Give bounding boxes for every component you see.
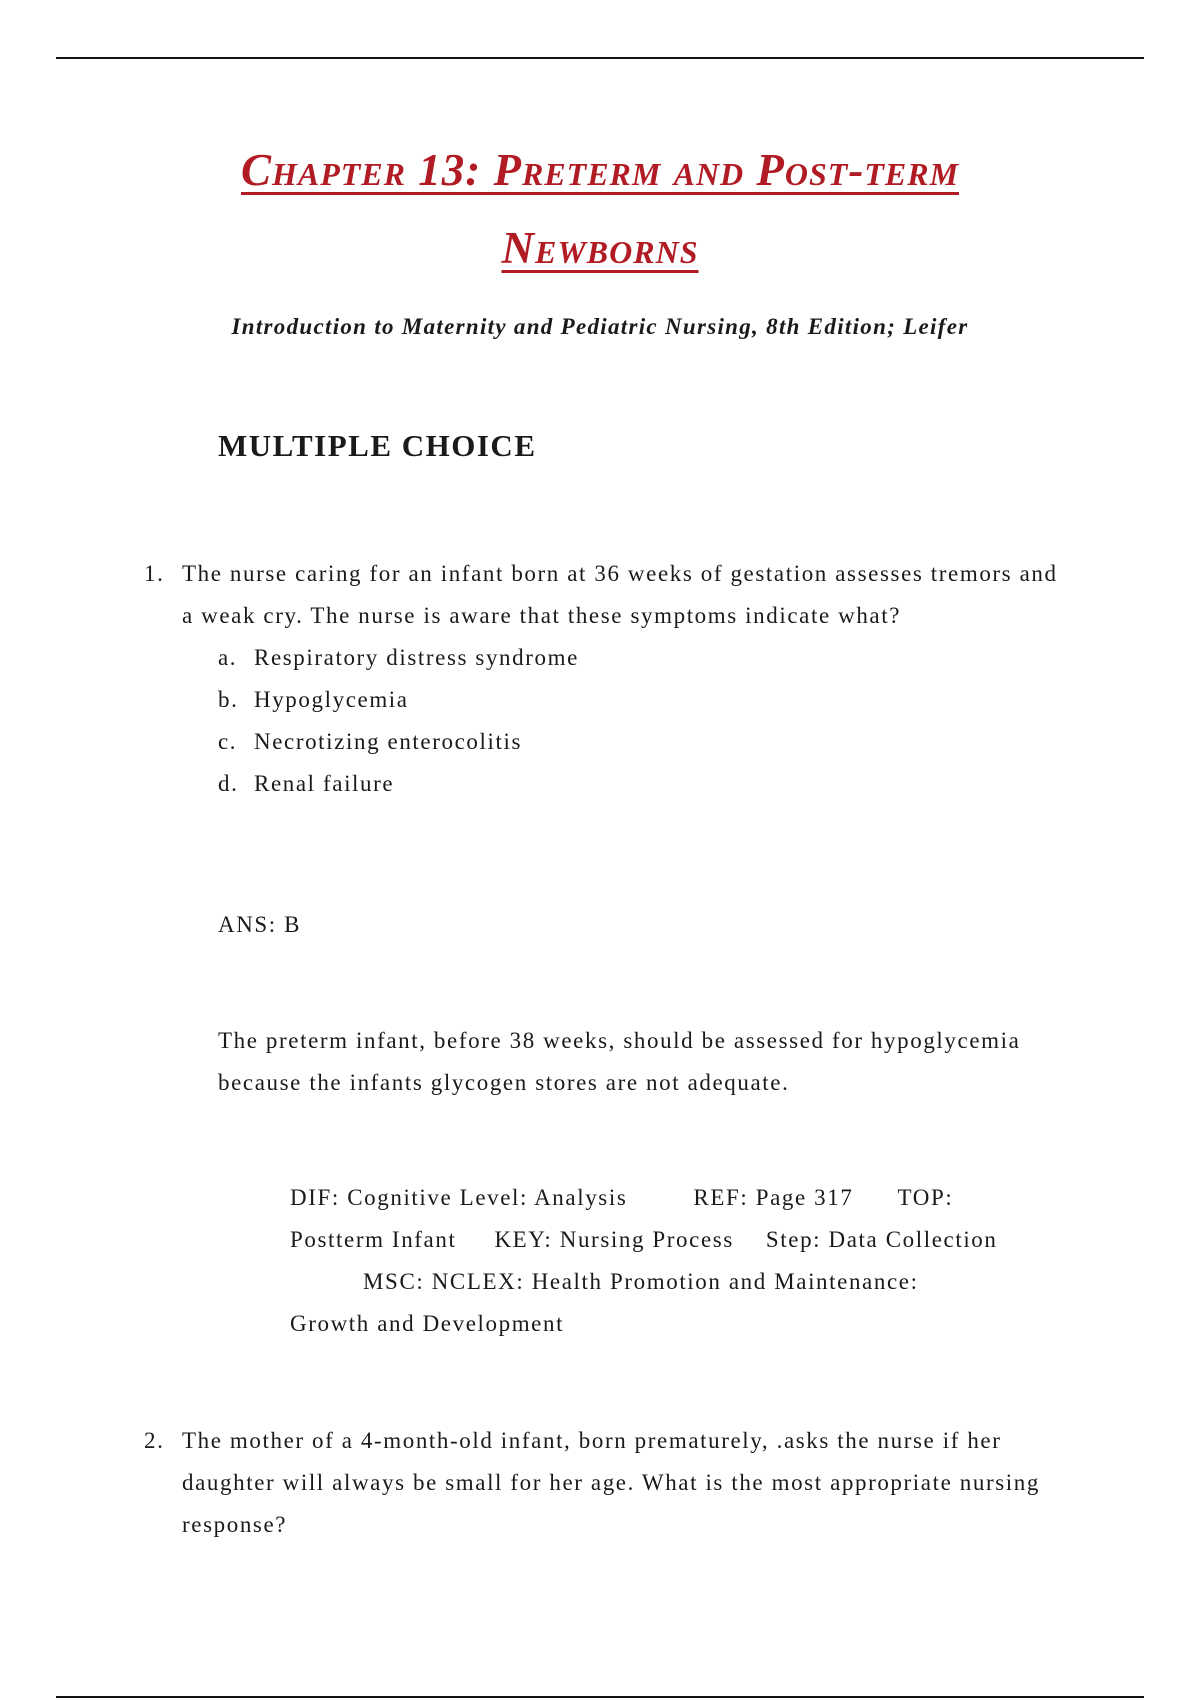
metadata-line-2 [290,1219,1090,1261]
option-text: Hypoglycemia [254,687,409,712]
option-letter: a. [218,645,238,670]
question-stem: The nurse caring for an infant born at 36 weeks of gestation assesses tremors and a weak cry. The nurse is aware that these symptoms indicate what? [182,561,1058,628]
metadata-line-1 [290,1177,1090,1219]
option-b [218,679,1064,721]
difficulty: DIF: Cognitive Level: Analysis [290,1185,628,1210]
step-field: Step: Data Collection [765,1227,998,1252]
question-stem: The mother of a 4-month-old infant, born prematurely, .asks the nurse if her daughter will always be small for her age. What is the most appropriate nursing response? [182,1428,1040,1537]
topic-label: TOP: [897,1185,954,1210]
option-text: Necrotizing enterocolitis [254,729,523,754]
option-letter: c. [218,729,238,754]
question-1 [144,553,1064,805]
msc-field: MSC: NCLEX: Health Promotion and Maintenance: [363,1269,919,1294]
question-metadata [290,1177,1090,1345]
section-heading: MULTIPLE CHOICE [218,428,537,463]
msc-field-continued: Growth and Development [290,1311,565,1336]
topic-value: Postterm Infant [290,1227,457,1252]
option-letter: d. [218,771,239,796]
page-reference: REF: Page 317 [693,1185,854,1210]
metadata-line-4 [290,1303,1090,1345]
question-2 [144,1420,1064,1546]
chapter-title-line-2: Newborns [501,223,699,273]
option-d [218,763,1064,805]
book-subtitle: Introduction to Maternity and Pediatric Nursing, 8th Edition; Leifer [231,314,969,339]
option-a [218,637,1064,679]
option-text: Respiratory distress syndrome [254,645,579,670]
key-field: KEY: Nursing Process [494,1227,734,1252]
option-letter: b. [218,687,239,712]
rationale: The preterm infant, before 38 weeks, should be assessed for hypoglycemia because the infants glycogen stores are not adequate. [218,1028,1021,1095]
question-number: 2. [144,1428,165,1453]
bottom-rule [56,1696,1144,1698]
option-text: Renal failure [254,771,395,796]
question-number: 1. [144,561,165,586]
chapter-title-line-1: Chapter 13: Preterm and Post-term [240,145,960,195]
metadata-line-3 [290,1261,1090,1303]
answer-key: ANS: B [218,912,302,937]
option-c [218,721,1064,763]
top-rule [56,57,1144,59]
answer-options [144,637,1064,805]
